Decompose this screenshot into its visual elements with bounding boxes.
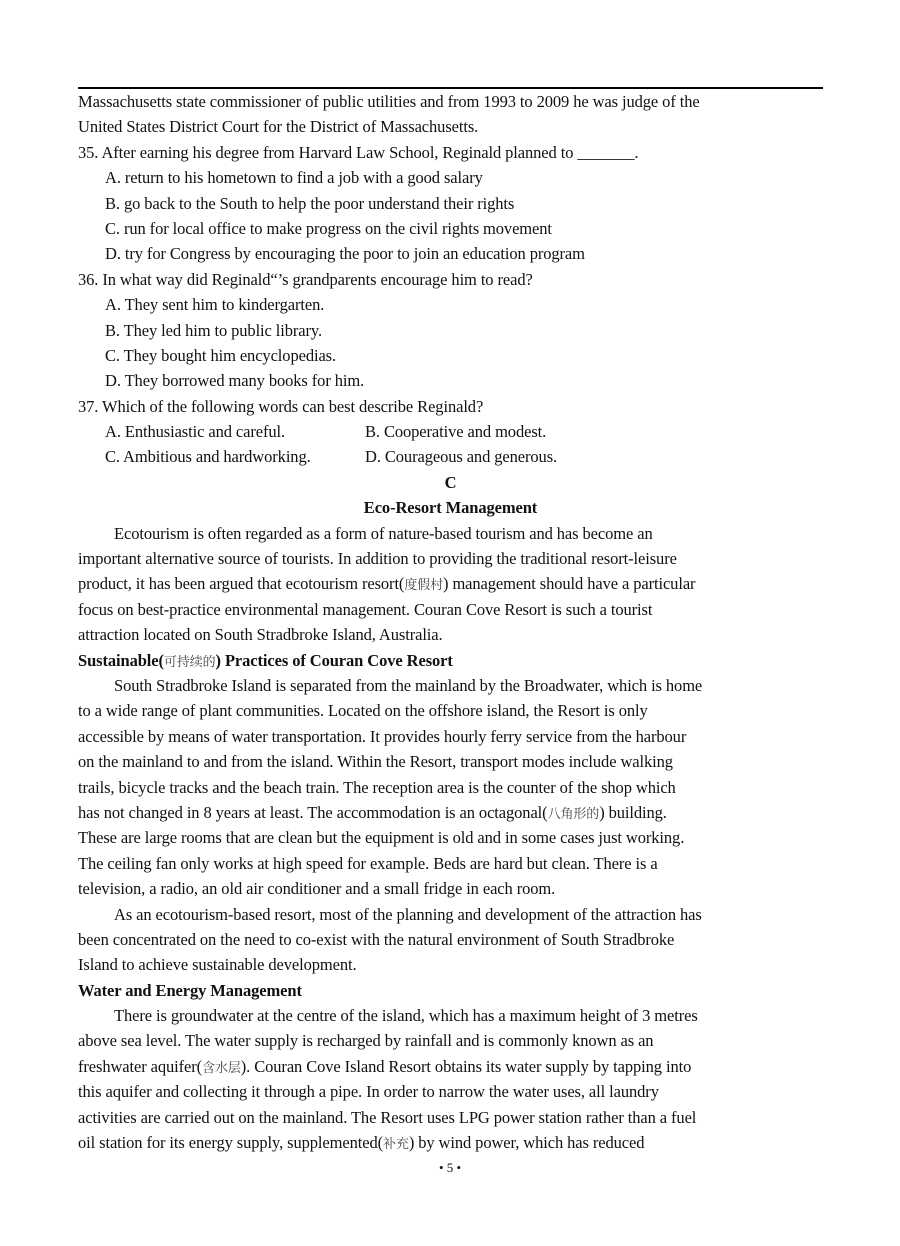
para2-line: trails, bicycle tracks and the beach train. The reception area is the counter of the shop which (78, 777, 676, 797)
question-36-option-d: D. They borrowed many books for him. (105, 371, 365, 391)
continuation-line: United States District Court for the District of Massachusetts. (78, 117, 479, 137)
question-36-option-b: B. They led him to public library. (105, 320, 323, 340)
section-letter: C (444, 472, 457, 492)
question-35-option-a: A. return to his hometown to find a job with a good salary (105, 168, 483, 188)
question-37-option-c: C. Ambitious and hardworking. (105, 447, 311, 467)
para2-line: These are large rooms that are clean but the equipment is old and in some cases just working. (78, 828, 685, 848)
para3-line: been concentrated on the need to co-exist with the natural environment of South Stradbroke (78, 929, 675, 949)
para2-line: to a wide range of plant communities. Located on the offshore island, the Resort is only (78, 701, 648, 721)
intro-line: focus on best-practice environmental management. Couran Cove Resort is such a tourist (78, 599, 653, 619)
para4-line: oil station for its energy supply, supplemented(补充) by wind power, which has reduced (78, 1133, 645, 1153)
intro-line: attraction located on South Stradbroke Island, Australia. (78, 625, 443, 645)
question-35-option-b: B. go back to the South to help the poor understand their rights (105, 193, 515, 213)
gloss-resort: 度假村 (404, 578, 444, 594)
para4-line: above sea level. The water supply is recharged by rainfall and is commonly known as an (78, 1031, 654, 1051)
para2-line: has not changed in 8 years at least. The accommodation is an octagonal(八角形的) building. (78, 802, 667, 822)
para4-line: freshwater aquifer(含水层). Couran Cove Island Resort obtains its water supply by tapping into (78, 1056, 692, 1076)
question-37-option-d: D. Courageous and generous. (365, 447, 558, 467)
para3-line: Island to achieve sustainable development. (78, 955, 357, 975)
para4-line: this aquifer and collecting it through a pipe. In order to narrow the water uses, all laundry (78, 1082, 659, 1102)
para2-line: television, a radio, an old air conditioner and a small fridge in each room. (78, 879, 556, 899)
passage-title: Eco-Resort Management (363, 498, 538, 518)
page-number: • 5 • (438, 1160, 462, 1175)
para2-line: accessible by means of water transportation. It provides hourly ferry service from the harbour (78, 726, 687, 746)
heading-water-energy: Water and Energy Management (78, 980, 302, 1000)
question-35-stem: 35. After earning his degree from Harvard Law School, Reginald planned to _______. (78, 142, 639, 162)
gloss-supplemented: 补充 (383, 1137, 409, 1153)
question-36-stem: 36. In what way did Reginald“’s grandparents encourage him to read? (78, 269, 533, 289)
question-37-options-row-1 (78, 419, 823, 444)
para2-line: South Stradbroke Island is separated from the mainland by the Broadwater, which is home (114, 675, 703, 695)
question-36-option-c: C. They bought him encyclopedias. (105, 345, 337, 365)
question-37-option-b: B. Cooperative and modest. (365, 422, 547, 442)
gloss-octagonal: 八角形的 (547, 806, 600, 822)
question-35-option-c: C. run for local office to make progress on the civil rights movement (105, 218, 552, 238)
heading-sustainable-practices: Sustainable(可持续的) Practices of Couran Cove Resort (78, 650, 453, 670)
intro-line: important alternative source of tourists. In addition to providing the traditional resort-leisure (78, 549, 677, 569)
para4-line: activities are carried out on the mainland. The Resort uses LPG power station rather than a fuel (78, 1107, 697, 1127)
para3-line: As an ecotourism-based resort, most of the planning and development of the attraction has (114, 904, 702, 924)
para4-line: There is groundwater at the centre of the island, which has a maximum height of 3 metres (114, 1006, 698, 1026)
para2-line: The ceiling fan only works at high speed for example. Beds are hard but clean. There is a (78, 853, 658, 873)
continuation-line: Massachusetts state commissioner of public utilities and from 1993 to 2009 he was judge of the (78, 92, 700, 111)
para2-line: on the mainland to and from the island. Within the Resort, transport modes include walking (78, 752, 673, 772)
question-37-option-a: A. Enthusiastic and careful. (105, 422, 286, 442)
question-35-option-d: D. try for Congress by encouraging the poor to join an education program (105, 244, 585, 264)
gloss-aquifer: 含水层 (202, 1060, 241, 1076)
question-36-option-a: A. They sent him to kindergarten. (105, 295, 325, 315)
intro-line: Ecotourism is often regarded as a form of nature-based tourism and has become an (114, 523, 653, 543)
question-37-options-row-2 (78, 444, 823, 469)
document-page (78, 89, 823, 1155)
gloss-sustainable: 可持续的 (163, 654, 216, 670)
intro-line: product, it has been argued that ecotourism resort(度假村) management should have a particular (78, 574, 696, 594)
question-37-stem: 37. Which of the following words can best describe Reginald? (78, 396, 484, 416)
